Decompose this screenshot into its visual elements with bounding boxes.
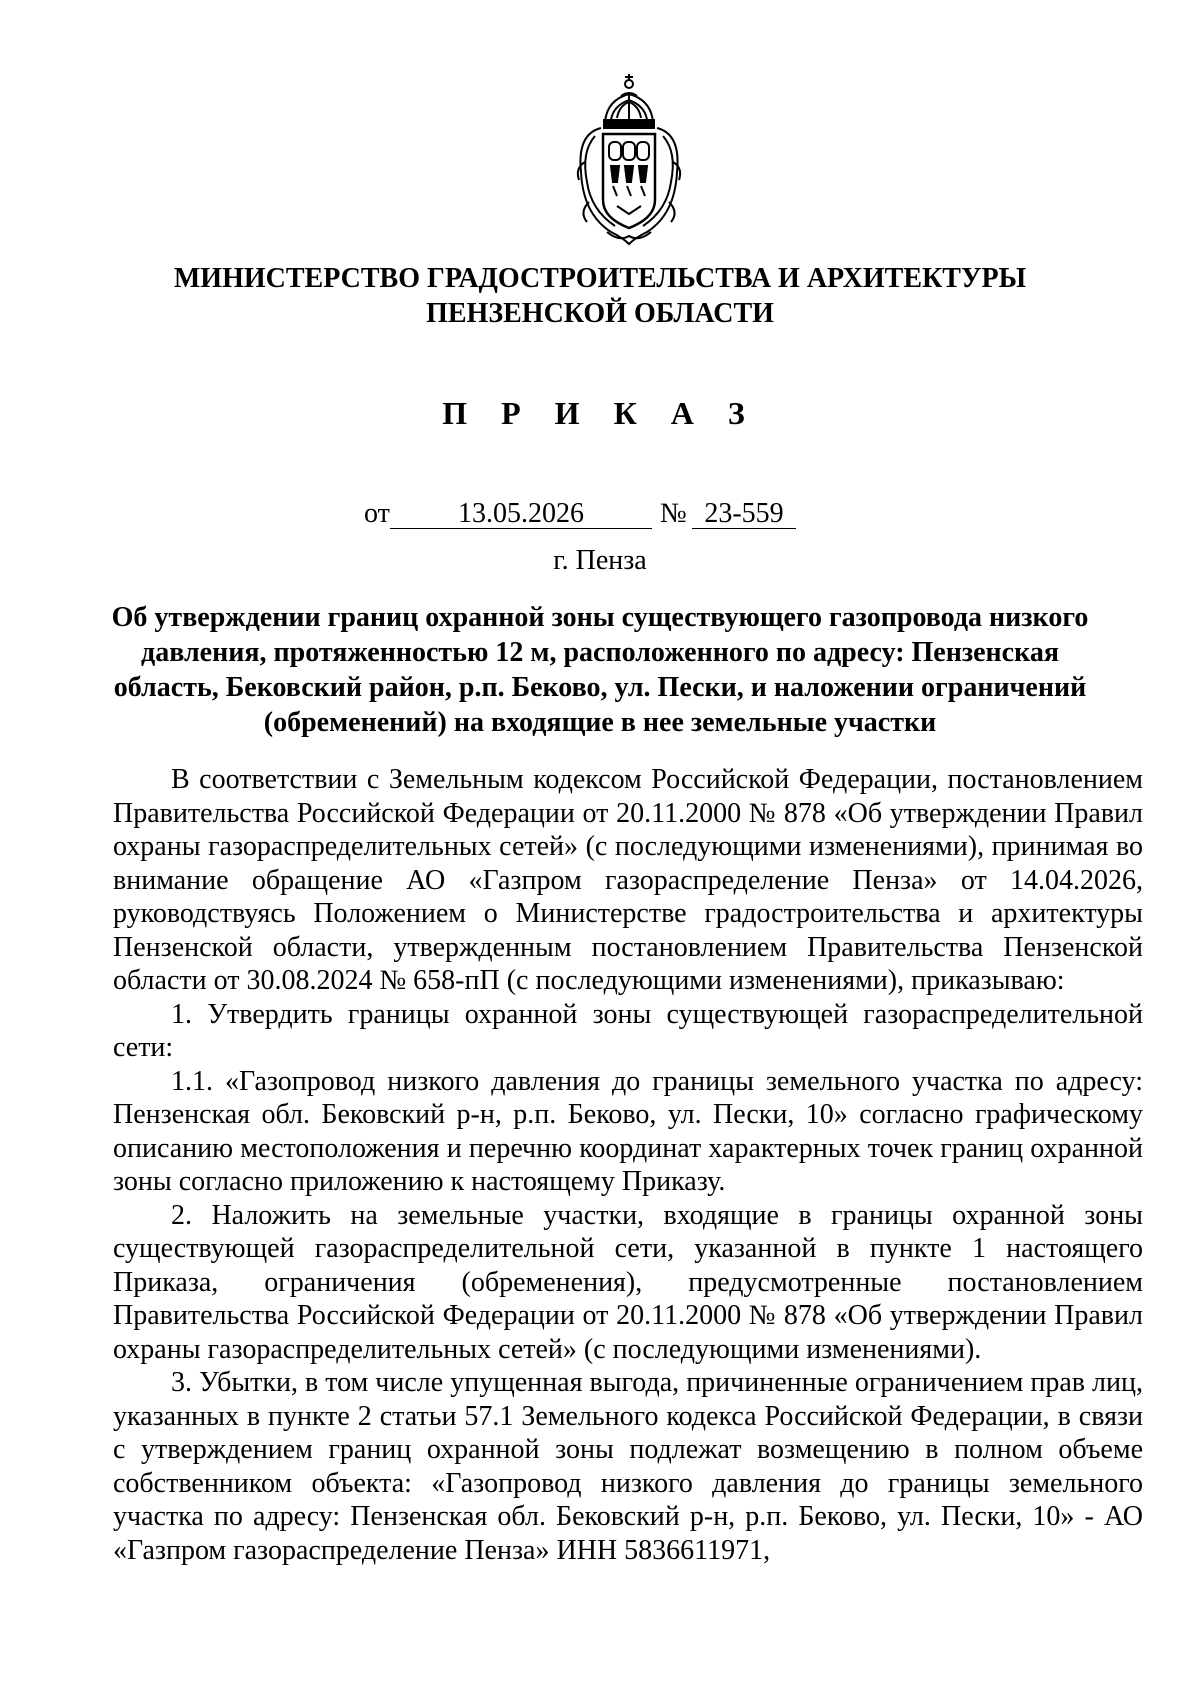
item-1-1-paragraph: 1.1. «Газопровод низкого давления до границы земельного участка по адресу: Пензенская обл. Бековский р-н, р.п. Беково, ул. Пески, 10» согласно графическому описанию местоположения и перечню координат характерных точек границ охранной зоны согласно приложению к настоящему Приказу.	[113, 1065, 1143, 1197]
ministry-name	[0, 261, 1200, 331]
number-prefix: №	[660, 498, 687, 529]
document-type-title: П Р И К А З	[442, 395, 758, 431]
subject-line-3: область, Бековский район, р.п. Беково, ул. Пески, и наложении ограничений	[113, 672, 1087, 703]
ministry-name-line-2: ПЕНЗЕНСКОЙ ОБЛАСТИ	[426, 298, 774, 329]
document-number: 23-559	[692, 497, 796, 529]
date-prefix: от	[364, 498, 390, 529]
document-date: 13.05.2026	[390, 497, 652, 529]
item-1-paragraph: 1. Утвердить границы охранной зоны существующей газораспределительной сети:	[113, 998, 1143, 1063]
subject-line-1: Об утверждении границ охранной зоны существующего газопровода низкого	[111, 602, 1089, 633]
item-3-paragraph: 3. Убытки, в том числе упущенная выгода, причиненные ограничением прав лиц, указанных в пункте 2 статьи 57.1 Земельного кодекса Российской Федерации, в связи с утверждением границ охранной зоны подлежат возмещению в полном объеме собственником объекта: «Газопровод низкого давления до границы земельного участка по адресу: Пензенская обл. Бековский р-н, р.п. Беково, ул. Пески, 10» - АО «Газпром газораспределение Пенза» ИНН 5836611971,	[113, 1367, 1143, 1566]
document-subject	[0, 600, 1200, 740]
document-body	[113, 763, 1143, 1567]
coat-of-arms-icon	[571, 72, 687, 247]
item-2-paragraph: 2. Наложить на земельные участки, входящие в границы охранной зоны существующей газораспределительной сети, указанной в пункте 1 настоящего Приказа, ограничения (обременения), предусмотренные постановлением Правительства Российской Федерации от 20.11.2000 № 878 «Об утверждении Правил охраны газораспределительных сетей» (с последующими изменениями).	[113, 1199, 1143, 1365]
preamble-paragraph: В соответствии с Земельным кодексом Российской Федерации, постановлением Правительства Российской Федерации от 20.11.2000 № 878 «Об утверждении Правил охраны газораспределительных сетей» (с последующими изменениями), принимая во внимание обращение АО «Газпром газораспределение Пенза» от 14.04.2026, руководствуясь Положением о Министерстве градостроительства и архитектуры Пензенской области, утвержденным постановлением Правительства Пензенской области от 30.08.2024 № 658-пП (с последующими изменениями), приказываю:	[113, 764, 1143, 996]
subject-line-2: давления, протяженностью 12 м, расположенного по адресу: Пензенская	[141, 637, 1059, 668]
subject-line-4: (обременений) на входящие в нее земельные участки	[263, 707, 937, 738]
document-city: г. Пенза	[553, 545, 647, 576]
ministry-name-line-1: МИНИСТЕРСТВО ГРАДОСТРОИТЕЛЬСТВА И АРХИТЕКТУРЫ	[173, 263, 1027, 294]
